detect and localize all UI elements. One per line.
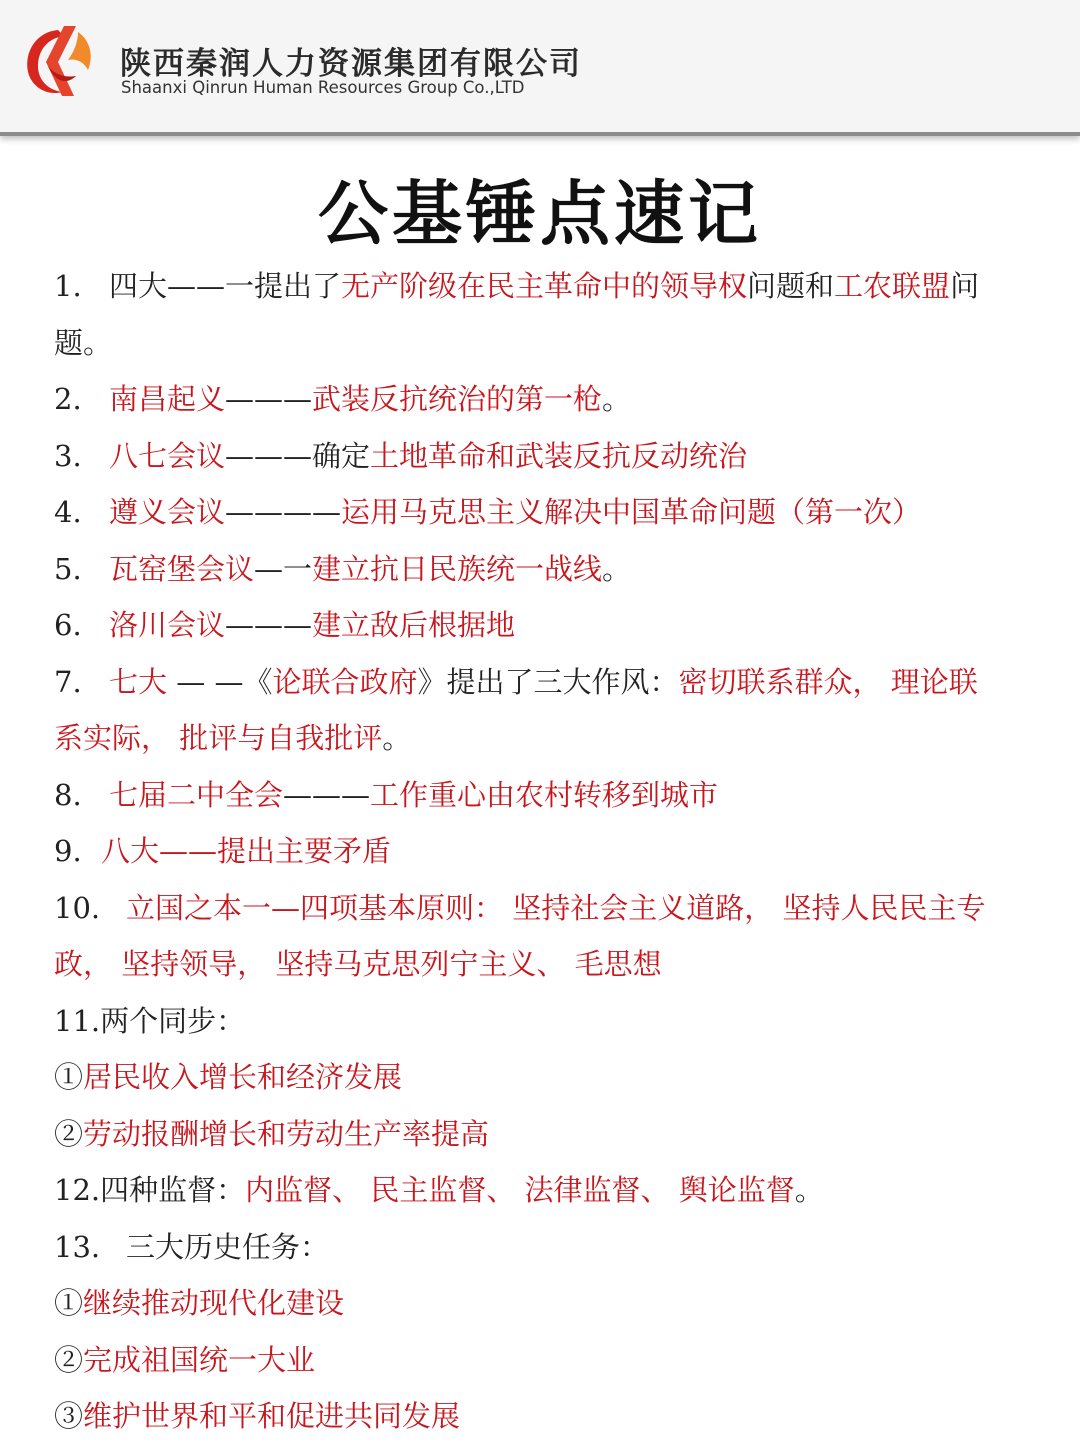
item-number: 9. xyxy=(54,834,82,868)
list-item: 7. 七大 — —《论联合政府》提出了三大作风：密切联系群众， 理论联 xyxy=(54,654,1029,711)
list-item: 8. 七届二中全会———工作重心由农村转移到城市 xyxy=(54,767,1029,824)
item-number: 7. xyxy=(54,664,82,699)
list-item: 10. 立国之本一—四项基本原则： 坚持社会主义道路， 坚持人民民主专 xyxy=(54,880,1029,937)
sub-item: ②完成祖国统一大业 xyxy=(54,1342,316,1377)
item-number: 10. xyxy=(54,890,101,925)
item-number: 13. xyxy=(54,1229,101,1264)
sub-item: ③维护世界和平和促进共同发展 xyxy=(54,1399,461,1433)
sub-item: ①继续推动现代化建设 xyxy=(54,1286,345,1320)
list-item: 6. 洛川会议———建立敌后根据地 xyxy=(54,597,1029,654)
notes-list xyxy=(54,258,1029,1445)
list-item: 9. 八大——提出主要矛盾 xyxy=(54,823,1029,880)
list-item: 12.四种监督：内监督、 民主监督、 法律监督、 舆论监督。 xyxy=(54,1173,824,1207)
item-number: 1. xyxy=(54,269,82,303)
company-name-en: Shaanxi Qinrun Human Resources Group Co.,LTD xyxy=(121,78,525,97)
company-header xyxy=(0,0,1080,136)
item-number: 4. xyxy=(54,495,82,529)
list-item: 11.两个同步： xyxy=(54,1003,246,1038)
sub-item: ②劳动报酬增长和劳动生产率提高 xyxy=(54,1116,490,1151)
sub-item: ①居民收入增长和经济发展 xyxy=(54,1060,403,1094)
item-number: 3. xyxy=(54,438,82,473)
item-number: 5. xyxy=(54,551,82,586)
list-item: 5. 瓦窑堡会议—一建立抗日民族统一战线。 xyxy=(54,541,1029,598)
page-title: 公基锤点速记 xyxy=(318,173,762,255)
qr-swirl-logo-icon xyxy=(18,22,98,102)
company-name-cn: 陕西秦润人力资源集团有限公司 xyxy=(120,46,582,82)
item-number: 2. xyxy=(54,382,82,416)
item-number: 6. xyxy=(54,608,82,642)
list-item-continuation: 政， 坚持领导， 坚持马克思列宁主义、 毛思想 xyxy=(54,947,662,981)
list-item: 1. 四大——一提出了无产阶级在民主革命中的领导权问题和工农联盟问 xyxy=(54,258,1029,315)
list-item: 3. 八七会议———确定土地革命和武装反抗反动统治 xyxy=(54,428,1029,485)
list-item: 2. 南昌起义———武装反抗统治的第一枪。 xyxy=(54,371,1029,428)
list-item-continuation: 题。 xyxy=(54,325,113,360)
item-number: 8. xyxy=(54,777,82,812)
list-item: 4. 遵义会议————运用马克思主义解决中国革命问题（第一次） xyxy=(54,484,1029,541)
list-item: 13. 三大历史任务： xyxy=(54,1219,1029,1276)
list-item-continuation: 系实际， 批评与自我批评。 xyxy=(54,721,412,755)
